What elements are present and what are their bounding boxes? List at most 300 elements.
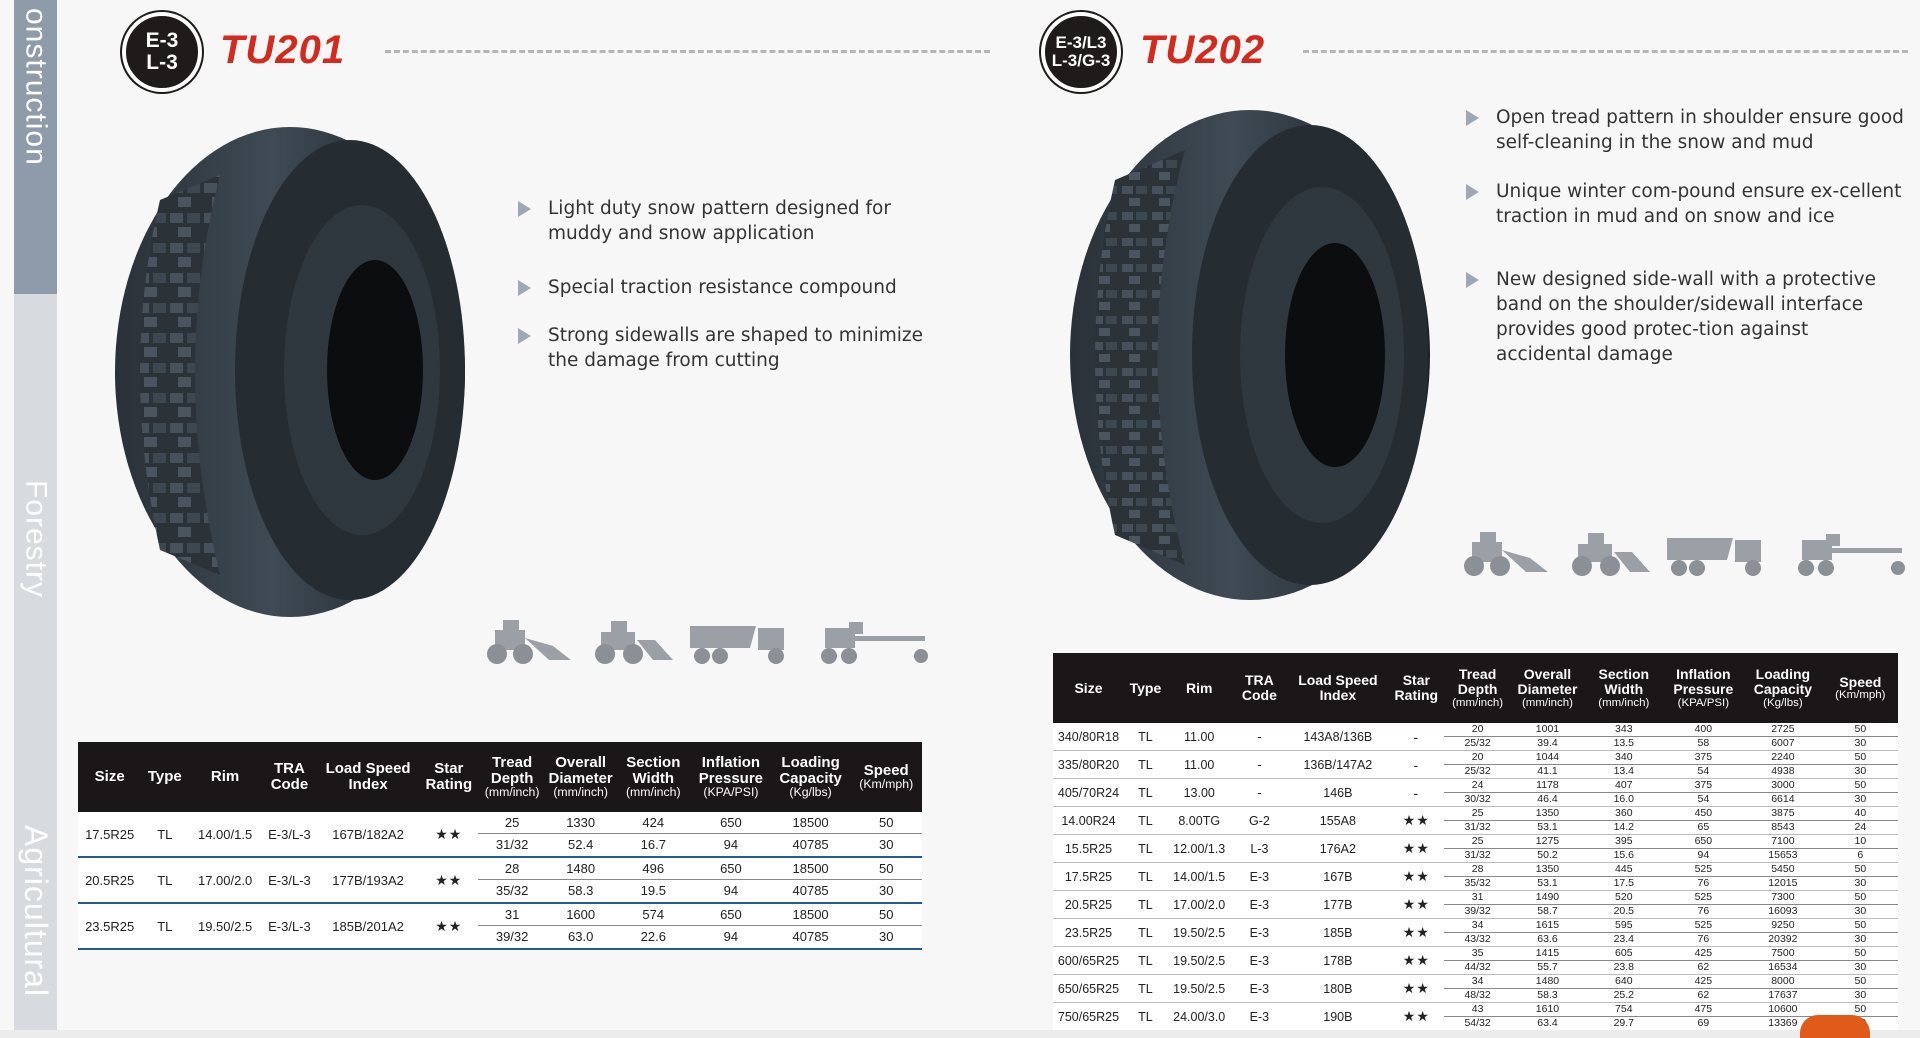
cell-star-rating: ★★ (419, 857, 478, 903)
metric-value: 360 (1584, 807, 1664, 821)
cell-star-rating: ★★ (1388, 891, 1444, 919)
imperial-value: 16.0 (1613, 792, 1634, 805)
metric-value: 1330 (546, 812, 616, 834)
metric-value: 3000 (1743, 779, 1823, 793)
imperial-value: 23.4 (1613, 932, 1634, 945)
metric-value: 18500 (771, 858, 851, 880)
cell-size: 650/65R25 (1053, 975, 1124, 1003)
metric-value: 5450 (1743, 863, 1823, 877)
table-row (1053, 891, 1898, 919)
imperial-value: 30 (1854, 764, 1867, 777)
feature-item (516, 196, 956, 246)
cell-tread-depth (1444, 919, 1511, 947)
cell-tra-code: E-3 (1231, 891, 1287, 919)
col-loading-capacity: Loading Capacity (Kg/lbs) (1743, 653, 1823, 723)
tu201-model-title: TU201 (220, 28, 346, 72)
cell-rim: 24.00/3.0 (1167, 1003, 1232, 1031)
metric-value: 1615 (1511, 919, 1584, 933)
imperial-value: 44/32 (1464, 960, 1491, 973)
imperial-value: 14.2 (1613, 820, 1634, 833)
cell-speed (1823, 751, 1898, 779)
tab-construction[interactable] (14, 0, 57, 294)
metric-value: 43 (1444, 1003, 1511, 1017)
metric-value: 25 (1444, 835, 1511, 849)
imperial-value: 30 (1854, 960, 1867, 973)
cell-type: TL (1124, 751, 1167, 779)
cell-size: 600/65R25 (1053, 947, 1124, 975)
feature-item (1464, 267, 1904, 367)
metric-value: 375 (1664, 779, 1744, 793)
imperial-value: 6007 (1771, 736, 1795, 749)
cell-type: TL (141, 812, 188, 857)
metric-value: 1490 (1511, 891, 1584, 905)
imperial-value: 63.4 (1537, 1016, 1558, 1029)
metric-value: 525 (1664, 863, 1744, 877)
dump-truck-icon (1663, 530, 1778, 578)
metric-value: 25 (1444, 807, 1511, 821)
metric-value: 520 (1584, 891, 1664, 905)
metric-value: 24 (1444, 779, 1511, 793)
imperial-value: 13.5 (1613, 736, 1634, 749)
imperial-value: 35/32 (495, 883, 529, 898)
metric-value: 50 (1823, 891, 1898, 905)
cell-tread-depth (1444, 947, 1511, 975)
imperial-value: 4938 (1771, 764, 1795, 777)
cell-type: TL (1124, 975, 1167, 1003)
col-inflation-pressure: Inflation Pressure (KPA/PSI) (691, 742, 771, 812)
tu201-application-icons (475, 618, 934, 666)
imperial-value: 40785 (792, 883, 829, 898)
cell-overall-diameter (1511, 835, 1584, 863)
imperial-value: 6614 (1771, 792, 1795, 805)
cell-speed (1823, 723, 1898, 751)
cell-type: TL (1124, 1003, 1167, 1031)
cell-star-rating: ★★ (1388, 975, 1444, 1003)
imperial-value: 43/32 (1464, 932, 1491, 945)
tu202-spec-table (1053, 653, 1898, 1031)
metric-value: 50 (850, 858, 922, 880)
imperial-value: 13.4 (1613, 764, 1634, 777)
cell-inflation-pressure (691, 812, 771, 857)
cell-rim: 8.00TG (1167, 807, 1232, 835)
metric-value: 1350 (1511, 863, 1584, 877)
imperial-value: 24 (1854, 820, 1867, 833)
metric-value: 496 (615, 858, 691, 880)
metric-value: 9250 (1743, 919, 1823, 933)
imperial-value: 12015 (1768, 876, 1798, 889)
imperial-value: 94 (723, 837, 739, 852)
cell-load-index: 176A2 (1287, 835, 1388, 863)
cell-speed (1823, 807, 1898, 835)
cell-size: 405/70R24 (1053, 779, 1124, 807)
imperial-value: 25.2 (1613, 988, 1634, 1001)
cell-section-width (1584, 919, 1664, 947)
feature-text: Unique winter com-pound ensure ex-cellent traction in mud and on snow and ice (1496, 181, 1902, 227)
imperial-value: 53.1 (1537, 876, 1558, 889)
metric-value: 50 (850, 812, 922, 834)
metric-value: 2725 (1743, 723, 1823, 737)
cell-tra-code: E-3/L-3 (262, 903, 317, 949)
viewer-bottom-strip (0, 1030, 1920, 1038)
cell-tra-code: E-3 (1231, 863, 1287, 891)
col-tread-depth: Tread Depth (mm/inch) (478, 742, 545, 812)
cell-tra-code: E-3 (1231, 1003, 1287, 1031)
metric-value: 450 (1664, 807, 1744, 821)
cell-section-width (1584, 947, 1664, 975)
metric-value: 605 (1584, 947, 1664, 961)
metric-value: 34 (1444, 975, 1511, 989)
cell-inflation-pressure (1664, 919, 1744, 947)
imperial-value: 30 (1854, 988, 1867, 1001)
bullet-arrow-icon (518, 280, 531, 296)
cell-type: TL (1124, 863, 1167, 891)
cell-star-rating: ★★ (1388, 1003, 1444, 1031)
imperial-value: 35/32 (1464, 876, 1491, 889)
imperial-value: 22.6 (640, 929, 666, 944)
cell-tread-depth (1444, 779, 1511, 807)
col-section-width: Section Width (mm/inch) (615, 742, 691, 812)
tu201-spec-table (78, 742, 922, 950)
cell-rim: 19.50/2.5 (1167, 947, 1232, 975)
cell-load-index: 190B (1287, 1003, 1388, 1031)
cell-star-rating: ★★ (1388, 919, 1444, 947)
imperial-value: 20392 (1768, 932, 1798, 945)
tu202-feature-list (1464, 105, 1904, 367)
cell-tra-code: - (1231, 723, 1287, 751)
bullet-arrow-icon (1466, 184, 1479, 200)
cell-loading-capacity (1743, 891, 1823, 919)
col-star-rating: Star Rating (419, 742, 478, 812)
cell-load-index: 177B (1287, 891, 1388, 919)
metric-value: 340 (1584, 751, 1664, 765)
cell-star-rating: ★★ (1388, 947, 1444, 975)
cell-tread-depth (1444, 807, 1511, 835)
grader-icon (809, 618, 934, 666)
metric-value: 50 (1823, 1003, 1898, 1017)
table-row (1053, 919, 1898, 947)
imperial-value: 17637 (1768, 988, 1798, 1001)
cell-type: TL (141, 857, 188, 903)
imperial-value: 40785 (792, 837, 829, 852)
cell-overall-diameter (546, 857, 616, 903)
metric-value: 1480 (1511, 975, 1584, 989)
cell-speed (850, 812, 922, 857)
metric-value: 1001 (1511, 723, 1584, 737)
col-load-speed-index: Load Speed Index (1287, 653, 1388, 723)
metric-value: 424 (615, 812, 691, 834)
cell-speed (850, 903, 922, 949)
tu201-feature-list (516, 196, 956, 373)
col-size: Size (1053, 653, 1124, 723)
imperial-value: 94 (723, 929, 739, 944)
cell-load-index: 136B/147A2 (1287, 751, 1388, 779)
cell-type: TL (1124, 891, 1167, 919)
imperial-value: 15.6 (1613, 848, 1634, 861)
metric-value: 525 (1664, 891, 1744, 905)
cell-section-width (1584, 835, 1664, 863)
tab-agricultural[interactable] (14, 784, 57, 1038)
cell-speed (1823, 919, 1898, 947)
metric-value: 28 (478, 858, 545, 880)
bullet-arrow-icon (518, 328, 531, 344)
metric-value: 395 (1584, 835, 1664, 849)
col-tra-code: TRA Code (1231, 653, 1287, 723)
col-size: Size (78, 742, 141, 812)
imperial-value: 46.4 (1537, 792, 1558, 805)
imperial-value: 58.3 (1537, 988, 1558, 1001)
col-star-rating: Star Rating (1388, 653, 1444, 723)
col-speed: Speed (Km/mph) (1823, 653, 1898, 723)
cell-load-index: 185B/201A2 (317, 903, 419, 949)
imperial-value: 16534 (1768, 960, 1798, 973)
cell-inflation-pressure (691, 857, 771, 903)
metric-value: 445 (1584, 863, 1664, 877)
cell-inflation-pressure (1664, 863, 1744, 891)
cell-loading-capacity (1743, 779, 1823, 807)
cell-section-width (1584, 807, 1664, 835)
col-load-speed-index: Load Speed Index (317, 742, 419, 812)
cell-rim: 12.00/1.3 (1167, 835, 1232, 863)
metric-value: 1275 (1511, 835, 1584, 849)
badge-line: L-3 (146, 51, 178, 74)
imperial-value: 76 (1697, 876, 1710, 889)
cell-loading-capacity (1743, 947, 1823, 975)
cell-tread-depth (1444, 723, 1511, 751)
imperial-value: 30 (1854, 736, 1867, 749)
cell-tread-depth (1444, 975, 1511, 1003)
imperial-value: 29.7 (1613, 1016, 1634, 1029)
metric-value: 1178 (1511, 779, 1584, 793)
imperial-value: 50.2 (1537, 848, 1558, 861)
cell-inflation-pressure (1664, 891, 1744, 919)
col-inflation-pressure: Inflation Pressure (KPA/PSI) (1664, 653, 1744, 723)
imperial-value: 30 (878, 883, 894, 898)
table-row (1053, 863, 1898, 891)
divider (385, 50, 990, 53)
metric-value: 2240 (1743, 751, 1823, 765)
cell-rim: 11.00 (1167, 723, 1232, 751)
tab-forestry-label: Forestry (19, 479, 53, 598)
metric-value: 31 (478, 904, 545, 926)
cell-load-index: 146B (1287, 779, 1388, 807)
cell-loading-capacity (771, 903, 851, 949)
imperial-value: 25/32 (1464, 764, 1491, 777)
cell-load-index: 180B (1287, 975, 1388, 1003)
metric-value: 50 (850, 904, 922, 926)
bullet-arrow-icon (1466, 272, 1479, 288)
tu202-application-icons (1452, 530, 1911, 578)
col-type: Type (1124, 653, 1167, 723)
table-row (78, 903, 922, 949)
cell-type: TL (1124, 779, 1167, 807)
cell-overall-diameter (1511, 723, 1584, 751)
table-header-row (1053, 653, 1898, 723)
col-overall-diameter: Overall Diameter (mm/inch) (546, 742, 616, 812)
cell-load-index: 155A8 (1287, 807, 1388, 835)
cell-load-index: 185B (1287, 919, 1388, 947)
cell-size: 750/65R25 (1053, 1003, 1124, 1031)
imperial-value: 31/32 (495, 837, 529, 852)
bullet-arrow-icon (518, 201, 531, 217)
cell-section-width (1584, 863, 1664, 891)
metric-value: 1350 (1511, 807, 1584, 821)
cell-speed (850, 857, 922, 903)
cell-loading-capacity (771, 812, 851, 857)
metric-value: 407 (1584, 779, 1664, 793)
imperial-value: 63.0 (568, 929, 594, 944)
col-rim: Rim (1167, 653, 1232, 723)
imperial-value: 15653 (1768, 848, 1798, 861)
metric-value: 50 (1823, 863, 1898, 877)
imperial-value: 30 (1854, 876, 1867, 889)
cell-speed (1823, 835, 1898, 863)
metric-value: 650 (691, 904, 771, 926)
imperial-value: 94 (1697, 848, 1710, 861)
feature-item (1464, 179, 1904, 229)
cell-rim: 17.00/2.0 (188, 857, 262, 903)
imperial-value: 94 (723, 883, 739, 898)
table-row (1053, 723, 1898, 751)
cell-star-rating: - (1388, 779, 1444, 807)
cell-tread-depth (1444, 891, 1511, 919)
metric-value: 20 (1444, 751, 1511, 765)
metric-value: 595 (1584, 919, 1664, 933)
cell-star-rating: ★★ (419, 812, 478, 857)
metric-value: 10 (1823, 835, 1898, 849)
cell-tread-depth (478, 812, 545, 857)
cell-type: TL (1124, 807, 1167, 835)
cell-section-width (1584, 779, 1664, 807)
metric-value: 1480 (546, 858, 616, 880)
viewer-corner-badge[interactable] (1800, 1015, 1870, 1038)
imperial-value: 58 (1697, 736, 1710, 749)
tab-construction-label: onstruction (19, 8, 53, 166)
cell-rim: 11.00 (1167, 751, 1232, 779)
badge-line: L-3/G-3 (1051, 51, 1111, 70)
cell-star-rating: - (1388, 751, 1444, 779)
imperial-value: 13369 (1768, 1016, 1798, 1029)
imperial-value: 16093 (1768, 904, 1798, 917)
metric-value: 375 (1664, 751, 1744, 765)
cell-loading-capacity (1743, 975, 1823, 1003)
cell-section-width (1584, 891, 1664, 919)
imperial-value: 30/32 (1464, 792, 1491, 805)
metric-value: 7300 (1743, 891, 1823, 905)
dump-truck-icon (686, 618, 801, 666)
metric-value: 50 (1823, 975, 1898, 989)
col-tra-code: TRA Code (262, 742, 317, 812)
metric-value: 50 (1823, 919, 1898, 933)
cell-inflation-pressure (1664, 975, 1744, 1003)
cell-speed (1823, 947, 1898, 975)
cell-loading-capacity (1743, 919, 1823, 947)
wheel-loader-icon (475, 618, 575, 666)
col-section-width: Section Width (mm/inch) (1584, 653, 1664, 723)
metric-value: 50 (1823, 723, 1898, 737)
cell-size: 14.00R24 (1053, 807, 1124, 835)
metric-value: 25 (478, 812, 545, 834)
metric-value: 35 (1444, 947, 1511, 961)
cell-tread-depth (1444, 1003, 1511, 1031)
imperial-value: 30 (1854, 904, 1867, 917)
cell-tread-depth (478, 903, 545, 949)
tu201-tra-badge (122, 12, 202, 92)
table-row (78, 812, 922, 857)
imperial-value: 31/32 (1464, 848, 1491, 861)
cell-star-rating: ★★ (1388, 863, 1444, 891)
cell-inflation-pressure (1664, 723, 1744, 751)
cell-inflation-pressure (1664, 807, 1744, 835)
cell-loading-capacity (1743, 723, 1823, 751)
metric-value: 7500 (1743, 947, 1823, 961)
cell-speed (1823, 891, 1898, 919)
tab-forestry[interactable] (14, 294, 57, 784)
cell-section-width (615, 812, 691, 857)
cell-star-rating: ★★ (1388, 807, 1444, 835)
feature-text: Light duty snow pattern designed for muddy and snow application (548, 198, 891, 244)
cell-overall-diameter (546, 903, 616, 949)
imperial-value: 30 (1854, 792, 1867, 805)
imperial-value: 39/32 (1464, 904, 1491, 917)
col-type: Type (141, 742, 188, 812)
cell-size: 15.5R25 (1053, 835, 1124, 863)
metric-value: 400 (1664, 723, 1744, 737)
imperial-value: 65 (1697, 820, 1710, 833)
tab-agricultural-label: Agricultural (18, 824, 54, 998)
imperial-value: 31/32 (1464, 820, 1491, 833)
cell-tra-code: E-3 (1231, 947, 1287, 975)
imperial-value: 53.1 (1537, 820, 1558, 833)
imperial-value: 54 (1697, 764, 1710, 777)
metric-value: 574 (615, 904, 691, 926)
metric-value: 650 (691, 858, 771, 880)
tu201-table-body (78, 812, 922, 949)
tu202-model-title: TU202 (1140, 28, 1266, 72)
imperial-value: 30 (1854, 932, 1867, 945)
cell-tread-depth (478, 857, 545, 903)
feature-text: Open tread pattern in shoulder ensure good self-cleaning in the snow and mud (1496, 107, 1904, 153)
imperial-value: 58.7 (1537, 904, 1558, 917)
cell-tread-depth (1444, 751, 1511, 779)
cell-loading-capacity (1743, 863, 1823, 891)
metric-value: 40 (1823, 807, 1898, 821)
table-row (1053, 835, 1898, 863)
cell-size: 340/80R18 (1053, 723, 1124, 751)
metric-value: 1044 (1511, 751, 1584, 765)
cell-speed (1823, 975, 1898, 1003)
table-row (1053, 975, 1898, 1003)
cell-overall-diameter (1511, 947, 1584, 975)
metric-value: 18500 (771, 812, 851, 834)
imperial-value: 6 (1857, 848, 1864, 861)
metric-value: 7100 (1743, 835, 1823, 849)
metric-value: 525 (1664, 919, 1744, 933)
cell-loading-capacity (1743, 751, 1823, 779)
tu202-tire-image (1060, 105, 1445, 605)
cell-inflation-pressure (1664, 1003, 1744, 1031)
imperial-value: 52.4 (568, 837, 594, 852)
imperial-value: 30 (878, 929, 894, 944)
imperial-value: 41.1 (1537, 764, 1558, 777)
metric-value: 34 (1444, 919, 1511, 933)
cell-tra-code: L-3 (1231, 835, 1287, 863)
imperial-value: 62 (1697, 988, 1710, 1001)
cell-overall-diameter (546, 812, 616, 857)
cell-load-index: 167B (1287, 863, 1388, 891)
imperial-value: 69 (1697, 1016, 1710, 1029)
wheel-dozer-icon (583, 618, 678, 666)
cell-overall-diameter (1511, 919, 1584, 947)
